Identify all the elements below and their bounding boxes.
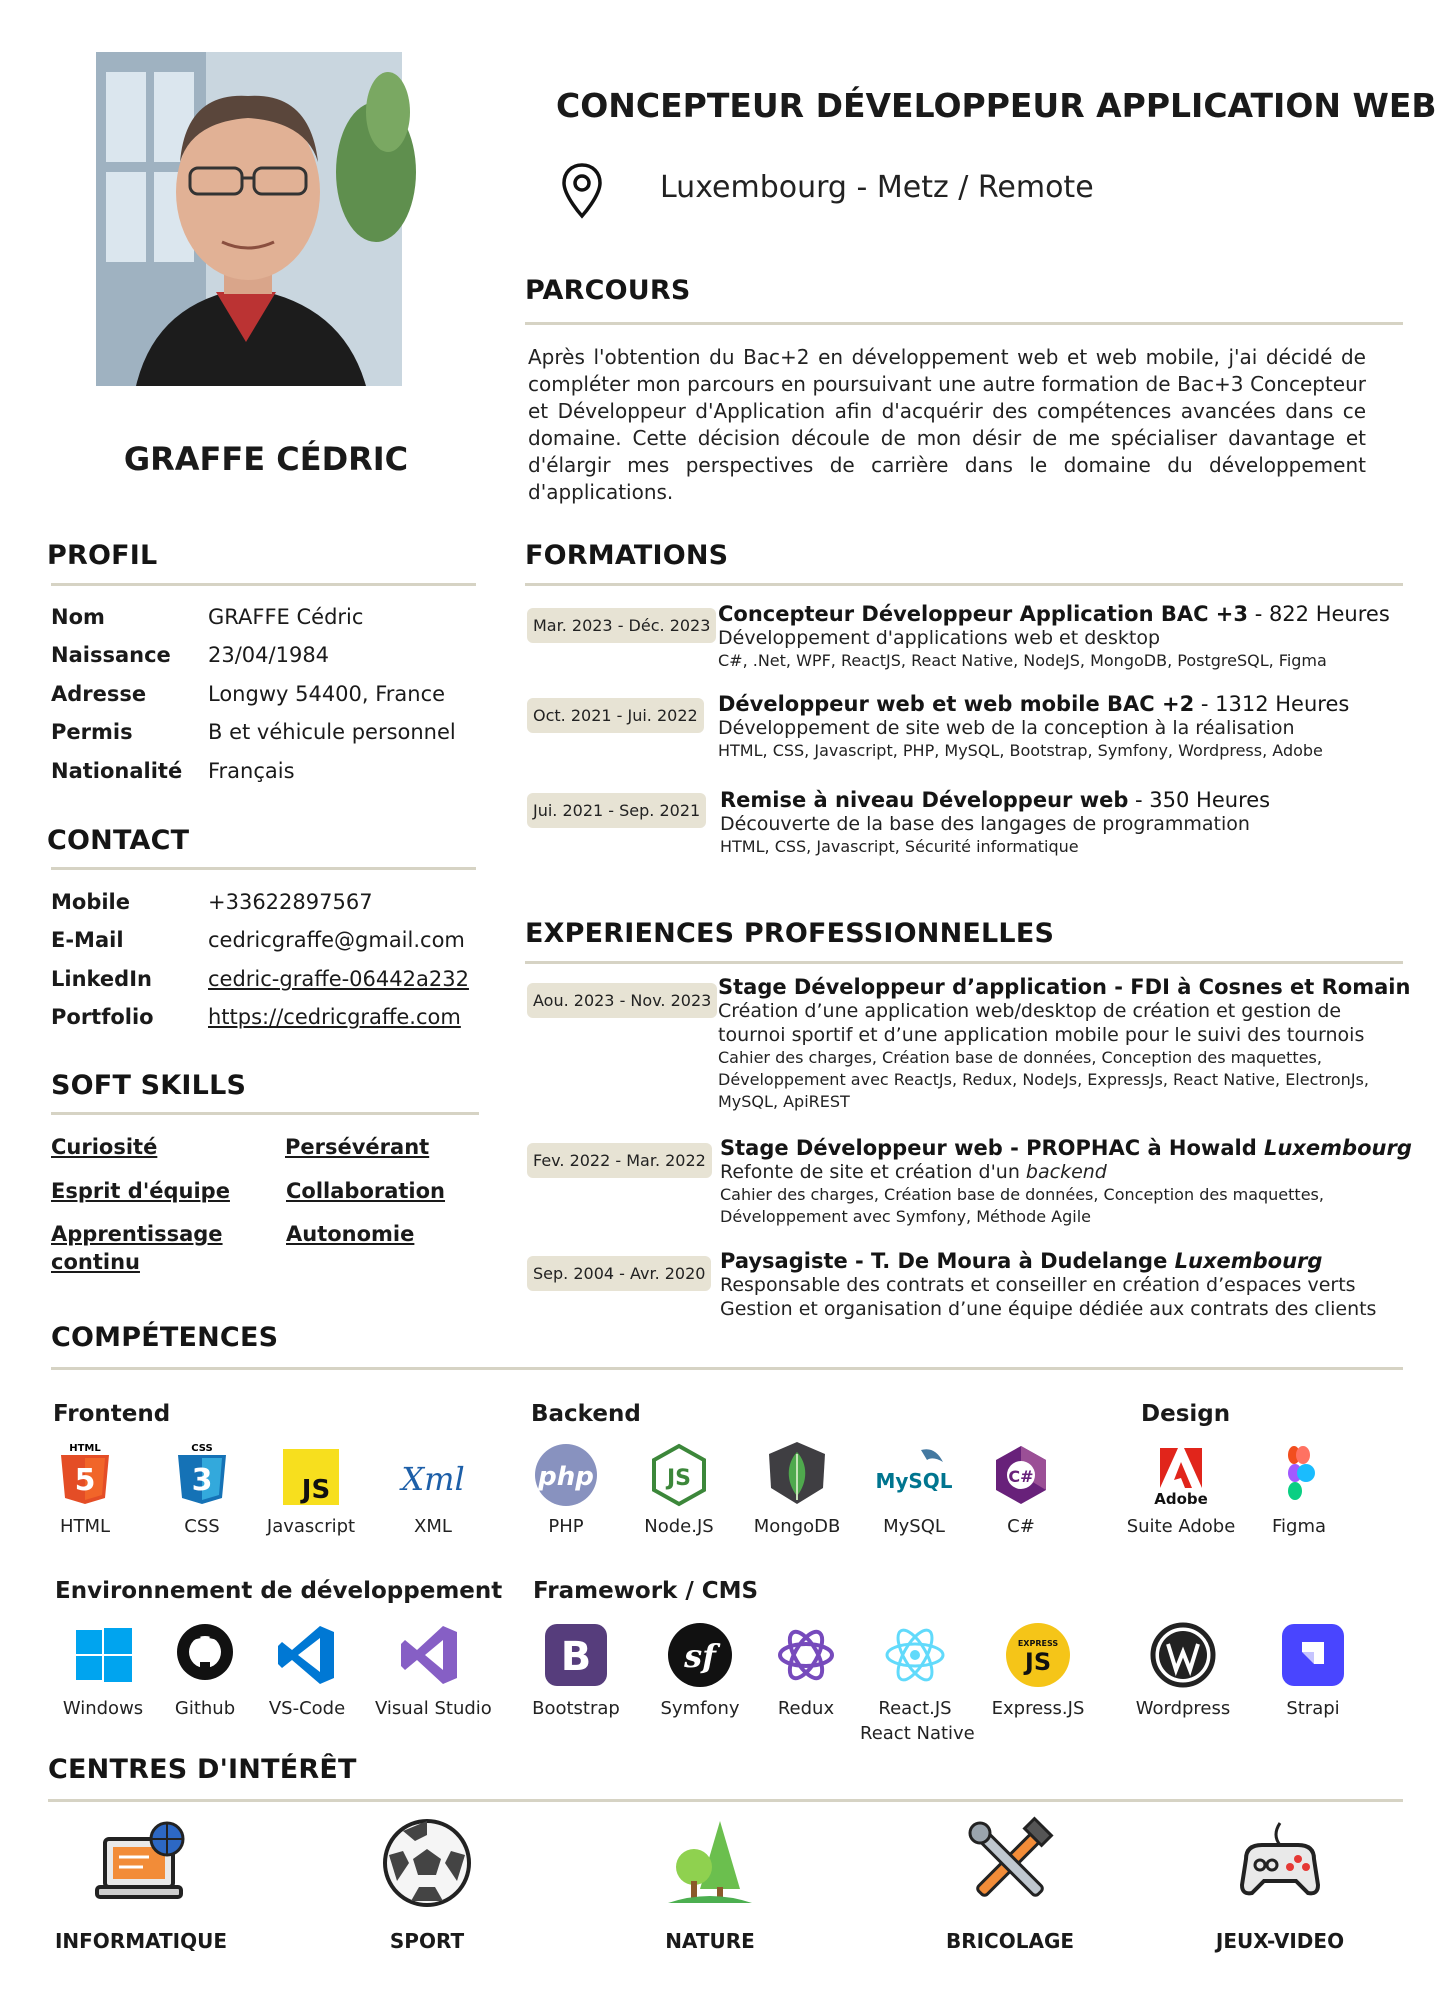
section-title-formations: FORMATIONS xyxy=(525,540,729,571)
vscode-icon xyxy=(274,1622,340,1688)
react-icon xyxy=(882,1622,948,1688)
soft-skill: Collaboration xyxy=(286,1179,446,1203)
skill-figma xyxy=(1244,1440,1354,1537)
interest-label: NATURE xyxy=(665,1929,755,1953)
category-environnement: Environnement de développement xyxy=(55,1578,503,1604)
formation-hours: - 822 Heures xyxy=(1248,602,1390,626)
date-badge: Fev. 2022 - Mar. 2022 xyxy=(527,1143,712,1178)
skill-symfony xyxy=(645,1622,755,1719)
skill-label: HTML xyxy=(59,1516,111,1537)
skill-reactjs xyxy=(860,1622,975,1744)
profil-value: 23/04/1984 xyxy=(208,643,330,667)
skill-label: MySQL xyxy=(883,1516,945,1537)
experience-title: Stage Développeur web - PROPHAC à Howald xyxy=(720,1136,1265,1160)
xml-icon xyxy=(400,1440,466,1506)
css3-icon xyxy=(169,1440,235,1506)
date-badge: Oct. 2021 - Jui. 2022 xyxy=(527,698,704,733)
formation-entry xyxy=(718,692,1349,762)
skill-label: VS-Code xyxy=(268,1698,346,1719)
experience-entry xyxy=(720,1136,1412,1228)
skill-strapi xyxy=(1258,1622,1368,1719)
mobile-value: +33622897567 xyxy=(208,890,373,914)
section-title-experiences: EXPERIENCES PROFESSIONNELLES xyxy=(525,918,1055,949)
profile-photo xyxy=(96,52,402,386)
skill-adobe xyxy=(1126,1440,1236,1537)
php-icon xyxy=(533,1440,599,1506)
experience-location: Luxembourg xyxy=(1174,1249,1323,1273)
nodejs-icon xyxy=(646,1440,712,1506)
experience-description: Responsable des contrats et conseiller en création d’espaces verts xyxy=(720,1274,1356,1296)
skill-label: Strapi xyxy=(1286,1698,1340,1719)
expressjs-icon xyxy=(1005,1622,1071,1688)
skill-label: C# xyxy=(1007,1516,1035,1537)
skill-expressjs xyxy=(983,1622,1093,1719)
skill-label: React.JS xyxy=(878,1698,952,1719)
trees-icon xyxy=(662,1815,758,1911)
soccer-ball-icon xyxy=(379,1815,475,1911)
skill-label-react-native: React Native xyxy=(860,1723,975,1744)
formation-hours: - 350 Heures xyxy=(1128,788,1271,812)
interest-label: INFORMATIQUE xyxy=(54,1929,228,1953)
soft-skill: Autonomie xyxy=(286,1222,415,1246)
experience-description: Création d’une application web/desktop de création et gestion de tournoi sportif et d’une application mobile pour le suivi des tournois xyxy=(718,1000,1365,1046)
location-pin-icon xyxy=(560,162,604,224)
javascript-icon xyxy=(278,1440,344,1506)
gamepad-icon xyxy=(1232,1815,1328,1911)
skill-css xyxy=(147,1440,257,1537)
skill-label: MongoDB xyxy=(753,1516,841,1537)
formation-entry xyxy=(718,602,1390,672)
skill-mysql xyxy=(859,1440,969,1537)
portfolio-link[interactable]: https://cedricgraffe.com xyxy=(208,1005,461,1029)
mysql-icon-text: MySQL xyxy=(875,1469,953,1493)
experience-entry xyxy=(720,1249,1390,1321)
skill-label: Windows xyxy=(62,1698,144,1719)
skill-label: XML xyxy=(414,1516,452,1537)
profil-key: Adresse xyxy=(51,682,147,706)
skill-redux xyxy=(751,1622,861,1719)
contact-key: Portfolio xyxy=(51,1005,154,1029)
formation-tech: HTML, CSS, Javascript, Sécurité informatique xyxy=(720,837,1079,856)
skill-label: Visual Studio xyxy=(375,1698,492,1719)
linkedin-link[interactable]: cedric-graffe-06442a232 xyxy=(208,967,469,991)
expressjs-icon-small-text: EXPRESS xyxy=(1017,1639,1059,1648)
skill-label: Wordpress xyxy=(1135,1698,1231,1719)
skill-wordpress xyxy=(1128,1622,1238,1719)
profil-value: Longwy 54400, France xyxy=(208,682,446,706)
divider xyxy=(48,1799,1403,1802)
skill-xml xyxy=(378,1440,488,1537)
skill-label: Redux xyxy=(777,1698,835,1719)
laptop-globe-icon xyxy=(93,1815,189,1911)
section-title-contact: CONTACT xyxy=(47,825,190,856)
skill-label: Symfony xyxy=(660,1698,740,1719)
formation-description: Développement d'applications web et desktop xyxy=(718,627,1161,649)
profil-value: Français xyxy=(208,759,295,783)
section-title-soft-skills: SOFT SKILLS xyxy=(51,1070,247,1101)
date-badge: Sep. 2004 - Avr. 2020 xyxy=(527,1256,711,1291)
category-design: Design xyxy=(1141,1401,1231,1427)
experience-description-em: backend xyxy=(1025,1161,1107,1183)
formation-entry xyxy=(720,788,1270,858)
divider xyxy=(51,867,476,870)
experience-title: Paysagiste - T. De Moura à Dudelange xyxy=(720,1249,1175,1273)
skill-bootstrap xyxy=(521,1622,631,1719)
interest-label: SPORT xyxy=(389,1929,465,1953)
experience-tech: Gestion et organisation d’une équipe dédiée aux contrats des clients xyxy=(720,1298,1377,1320)
windows-icon xyxy=(70,1622,136,1688)
profil-key: Nationalité xyxy=(51,759,183,783)
html5-icon xyxy=(52,1440,118,1506)
skill-vscode xyxy=(252,1622,362,1719)
javascript-icon-text: JS xyxy=(301,1475,331,1505)
experience-description: Refonte de site et création d'un xyxy=(720,1161,1026,1183)
skill-nodejs xyxy=(624,1440,734,1537)
skill-html xyxy=(30,1440,140,1537)
divider xyxy=(51,1112,479,1115)
skill-php xyxy=(511,1440,621,1537)
job-title: CONCEPTEUR DÉVELOPPEUR APPLICATION WEB xyxy=(556,86,1437,125)
soft-skill: Persévérant xyxy=(285,1135,430,1159)
category-framework: Framework / CMS xyxy=(533,1578,759,1604)
csharp-icon-text: C# xyxy=(1008,1467,1034,1486)
bootstrap-icon xyxy=(543,1622,609,1688)
interest-informatique xyxy=(51,1815,231,1953)
category-backend: Backend xyxy=(531,1401,641,1427)
interest-bricolage xyxy=(920,1815,1100,1953)
tools-icon xyxy=(962,1815,1058,1911)
location-text: Luxembourg - Metz / Remote xyxy=(660,170,1094,205)
interest-jeux-video xyxy=(1190,1815,1370,1953)
svg-text:5: 5 xyxy=(74,1463,96,1498)
divider xyxy=(525,583,1403,586)
strapi-icon xyxy=(1280,1622,1346,1688)
category-frontend: Frontend xyxy=(53,1401,171,1427)
experience-tech: Cahier des charges, Création base de données, Conception des maquettes, Développement avec ReactJs, Redux, NodeJs, ExpressJs, React Native, ElectronJs, MySQL, ApiREST xyxy=(718,1048,1369,1111)
skill-github xyxy=(150,1622,260,1719)
date-badge: Mar. 2023 - Déc. 2023 xyxy=(527,608,716,643)
adobe-icon xyxy=(1148,1440,1214,1506)
formation-title: Remise à niveau Développeur web xyxy=(720,788,1129,812)
experience-tech: Cahier des charges, Création base de données, Conception des maquettes, Développement avec Symfony, Méthode Agile xyxy=(720,1185,1324,1226)
skill-label: PHP xyxy=(548,1516,584,1537)
symfony-icon xyxy=(667,1622,733,1688)
profil-key: Nom xyxy=(51,605,105,629)
divider xyxy=(525,961,1403,964)
contact-key: Mobile xyxy=(51,890,130,914)
interest-label: JEUX-VIDEO xyxy=(1215,1929,1345,1953)
contact-key: E-Mail xyxy=(51,928,124,952)
profil-value: GRAFFE Cédric xyxy=(208,605,364,629)
mongodb-icon xyxy=(764,1440,830,1506)
formation-title: Développeur web et web mobile BAC +2 xyxy=(718,692,1195,716)
interest-nature xyxy=(620,1815,800,1953)
mysql-icon xyxy=(875,1440,953,1506)
skill-label: Express.JS xyxy=(991,1698,1085,1719)
soft-skill: Esprit d'équipe xyxy=(51,1179,230,1203)
bootstrap-icon-text: B xyxy=(560,1634,592,1680)
soft-skill: Curiosité xyxy=(51,1135,158,1159)
formation-description: Développement de site web de la conception à la réalisation xyxy=(718,717,1295,739)
skill-label: Node.JS xyxy=(644,1516,714,1537)
skill-label: Bootstrap xyxy=(532,1698,620,1719)
skill-label: Javascript xyxy=(266,1516,356,1537)
experience-entry xyxy=(718,975,1411,1113)
html5-icon-text: HTML xyxy=(69,1443,101,1454)
person-name: GRAFFE CÉDRIC xyxy=(123,440,409,478)
formation-title: Concepteur Développeur Application BAC +3 xyxy=(718,602,1249,626)
redux-icon xyxy=(773,1622,839,1688)
interest-label: BRICOLAGE xyxy=(945,1929,1075,1953)
date-badge: Jui. 2021 - Sep. 2021 xyxy=(527,793,706,828)
svg-text:3: 3 xyxy=(191,1463,213,1498)
skill-label: Github xyxy=(174,1698,236,1719)
expressjs-icon-text: JS xyxy=(1024,1648,1052,1676)
skill-csharp xyxy=(966,1440,1076,1537)
csharp-icon xyxy=(988,1440,1054,1506)
experience-location: Luxembourg xyxy=(1264,1136,1412,1160)
experience-title: Stage Développeur d’application - FDI à Cosnes et Romain xyxy=(718,975,1411,999)
adobe-icon-text: Adobe xyxy=(1154,1490,1208,1508)
section-title-interets: CENTRES D'INTÉRÊT xyxy=(48,1754,357,1785)
profil-value: B et véhicule personnel xyxy=(208,720,456,744)
github-icon xyxy=(172,1622,238,1688)
figma-icon xyxy=(1266,1440,1332,1506)
skill-visual-studio xyxy=(375,1622,492,1719)
divider xyxy=(51,1367,1403,1370)
contact-key: LinkedIn xyxy=(51,967,152,991)
php-icon-text: php xyxy=(538,1462,594,1492)
section-title-parcours: PARCOURS xyxy=(525,275,691,306)
section-title-profil: PROFIL xyxy=(47,540,158,571)
xml-icon-text: Xml xyxy=(401,1460,465,1498)
skill-label: Figma xyxy=(1271,1516,1327,1537)
formation-tech: HTML, CSS, Javascript, PHP, MySQL, Bootstrap, Symfony, Wordpress, Adobe xyxy=(718,741,1323,760)
parcours-text: Après l'obtention du Bac+2 en développement web et web mobile, j'ai décidé de compléter mon parcours en poursuivant une autre formation de Bac+3 Concepteur et Développeur d'Application afin d'acquérir des compétences avancées dans ce domaine. Cette décision découle de mon désir de me spécialiser davantage et d'élargir mes perspectives de carrière dans le domaine du développement d'applications. xyxy=(528,345,1366,504)
formation-description: Découverte de la base des langages de programmation xyxy=(720,813,1250,835)
email-value[interactable]: cedricgraffe@gmail.com xyxy=(208,928,465,952)
skill-windows xyxy=(48,1622,158,1719)
css3-icon-text: CSS xyxy=(191,1443,213,1454)
divider xyxy=(525,322,1403,325)
skill-label: CSS xyxy=(184,1516,220,1537)
interest-sport xyxy=(337,1815,517,1953)
nodejs-icon-text: JS xyxy=(666,1466,692,1491)
formation-tech: C#, .Net, WPF, ReactJS, React Native, NodeJS, MongoDB, PostgreSQL, Figma xyxy=(718,651,1327,670)
skill-mongodb xyxy=(742,1440,852,1537)
skill-javascript xyxy=(256,1440,366,1537)
date-badge: Aou. 2023 - Nov. 2023 xyxy=(527,983,717,1018)
symfony-icon-text: sf xyxy=(684,1637,716,1675)
skill-label: Suite Adobe xyxy=(1126,1516,1236,1537)
soft-skill: Apprentissage continu xyxy=(51,1222,223,1274)
divider xyxy=(51,583,476,586)
wordpress-icon xyxy=(1150,1622,1216,1688)
profil-key: Permis xyxy=(51,720,133,744)
formation-hours: - 1312 Heures xyxy=(1194,692,1350,716)
visual-studio-icon xyxy=(397,1622,463,1688)
profil-key: Naissance xyxy=(51,643,171,667)
section-title-competences: COMPÉTENCES xyxy=(51,1322,279,1353)
